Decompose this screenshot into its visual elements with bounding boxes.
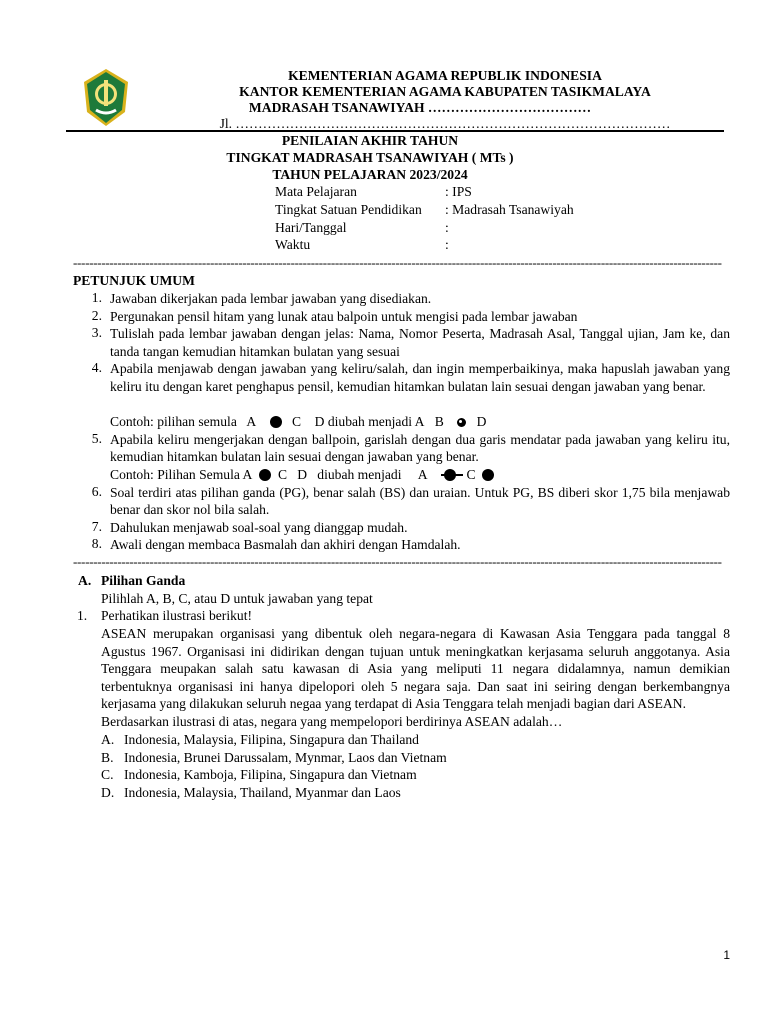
identity-label: Hari/Tanggal [275, 219, 347, 235]
identity-row [275, 236, 574, 254]
item-number: 1. [91, 290, 102, 305]
address-line: Jl. …………………………………………………………………………………… [219, 116, 671, 131]
dashed-separator: ----------------------------------------------------------------------------------------------------------------------------------------------------------------- [73, 256, 722, 270]
option-letter: D [476, 414, 487, 430]
option-text: Indonesia, Malaysia, Thailand, Myanmar dan Laos [124, 784, 401, 800]
filled-bubble-icon [482, 469, 494, 481]
option-letter: C [277, 467, 288, 482]
identity-value: : Madrasah Tsanawiyah [445, 201, 574, 217]
identity-label: Waktu [275, 237, 311, 253]
partially-erased-bubble-icon [457, 418, 466, 427]
item-text: Apabila keliru mengerjakan dengan ballpoin, garislah dengan dua garis mendatar pada jawaban yang keliru itu, kemudian hitamkan bulatan lain sesuai dengan jawaban yang benar. [110, 431, 730, 465]
option-letter: B [434, 414, 444, 430]
section-label: A. [78, 573, 92, 588]
institution-line-2: KANTOR KEMENTERIAN AGAMA KABUPATEN TASIKMALAYA [239, 84, 651, 99]
answer-option [101, 784, 401, 802]
item-number: 5. [91, 430, 102, 446]
example-text: D diubah menjadi A [314, 414, 425, 430]
example-text: diubah menjadi [317, 467, 402, 482]
question-number: 1. [77, 608, 88, 623]
option-text: Indonesia, Malaysia, Filipina, Singapura dan Thailand [124, 732, 419, 747]
filled-bubble-icon [270, 416, 282, 428]
item-number: 8. [91, 536, 102, 552]
answer-option [101, 731, 419, 749]
item-text: Pergunakan pensil hitam yang lunak atau balpoin untuk mengisi pada lembar jawaban [110, 308, 578, 324]
answer-option [101, 766, 417, 784]
example-text: Contoh: pilihan semula [110, 414, 237, 430]
option-letter: C. [101, 767, 114, 783]
option-letter: A [246, 414, 257, 430]
option-letter: D [297, 467, 308, 482]
option-letter: D. [101, 784, 115, 800]
identity-value: : IPS [445, 184, 472, 199]
section-instruction: Pilihlah A, B, C, atau D untuk jawaban yang tepat [101, 591, 373, 606]
answer-option [101, 749, 447, 767]
option-text: Indonesia, Brunei Darussalam, Mynmar, Laos dan Vietnam [124, 749, 447, 765]
institution-line-3: MADRASAH TSANAWIYAH ……………………………… [248, 100, 592, 115]
dashed-separator: ----------------------------------------------------------------------------------------------------------------------------------------------------------------- [73, 555, 722, 569]
identity-row [275, 183, 574, 201]
option-letter: C [466, 467, 476, 482]
item-number: 3. [91, 325, 102, 341]
instructions-heading: PETUNJUK UMUM [73, 273, 195, 288]
item-number: 4. [91, 360, 102, 376]
option-letter: B. [101, 749, 114, 765]
item-text: Jawaban dikerjakan pada lembar jawaban yang disediakan. [110, 291, 432, 306]
option-letter: A [417, 467, 428, 482]
exam-title-2: TINGKAT MADRASAH TSANAWIYAH ( MTs ) [226, 150, 514, 165]
example-text: Contoh: Pilihan Semula A [110, 467, 253, 482]
option-letter: C [291, 414, 302, 430]
identity-label: Tingkat Satuan Pendidikan [275, 201, 422, 217]
institution-line-1: KEMENTERIAN AGAMA REPUBLIK INDONESIA [288, 68, 602, 83]
identity-row [275, 201, 574, 219]
identity-label: Mata Pelajaran [275, 184, 357, 199]
ministry-logo [82, 68, 130, 128]
identity-table [275, 183, 574, 254]
item-text: Awali dengan membaca Basmalah dan akhiri dengan Hamdalah. [110, 537, 461, 553]
identity-row [275, 219, 574, 237]
question-stem: Berdasarkan ilustrasi di atas, negara yang mempelopori berdirinya ASEAN adalah… [101, 714, 563, 729]
option-letter: A. [101, 732, 115, 747]
example-4 [110, 413, 486, 431]
ministry-emblem-icon [82, 68, 130, 128]
exam-title-1: PENILAIAN AKHIR TAHUN [281, 133, 459, 148]
item-text: Tulislah pada lembar jawaban dengan jelas: Nama, Nomor Peserta, Madrasah Asal, Tanggal ujian, Jam ke, dan tanda tangan kemudian hitamkan bulatan yang sesuai [110, 326, 730, 359]
item-text: Dahulukan menjawab soal-soal yang dianggap mudah. [110, 519, 408, 535]
identity-value: : [445, 219, 449, 235]
item-text: Soal terdiri atas pilihan ganda (PG), benar salah (BS) dan uraian. Untuk PG, BS diberi skor 1,75 bila menjawab benar dan skor nol bila salah. [110, 484, 730, 518]
item-number: 6. [91, 483, 102, 499]
filled-bubble-icon [259, 469, 271, 481]
item-number: 7. [91, 518, 102, 534]
question-intro: Perhatikan ilustrasi berikut! [101, 608, 253, 623]
option-text: Indonesia, Kamboja, Filipina, Singapura dan Vietnam [124, 767, 417, 783]
page-number: 1 [723, 948, 730, 962]
identity-value: : [445, 237, 449, 253]
example-5 [110, 466, 494, 484]
section-heading: Pilihan Ganda [101, 573, 186, 588]
exam-title-3: TAHUN PELAJARAN 2023/2024 [272, 167, 468, 182]
question-passage: ASEAN merupakan organisasi yang dibentuk oleh negara-negara di Kawasan Asia Tenggara pada tanggal 8 Agustus 1967. Organisasi ini didirikan dengan tujuan untuk meningkatkan kerjasama seluruh anggotanya. Asia Tenggara meupakan salah satu kawasan di Asia yang meliputi 11 negara didalamnya, namun demikian terbentuknya organisasi ini hanya dipelopori oleh 5 negara saja. Dan saat ini seiring dengan berkembangnya kerjasama yang dilakukan seluruh negaa yang terdapat di Asia Tenggara telah menjadi bagian dari ASEAN. [101, 626, 730, 712]
item-number: 2. [91, 307, 102, 323]
item-text: Apabila menjawab dengan jawaban yang keliru/salah, dan ingin memperbaikinya, maka hapuslah jawaban yang keliru itu dengan karet penghapus pensil, kemudian hitamkan bulatan lain sesuai dengan jawaban yang benar. [110, 361, 730, 394]
crossed-out-bubble-icon [441, 469, 463, 481]
